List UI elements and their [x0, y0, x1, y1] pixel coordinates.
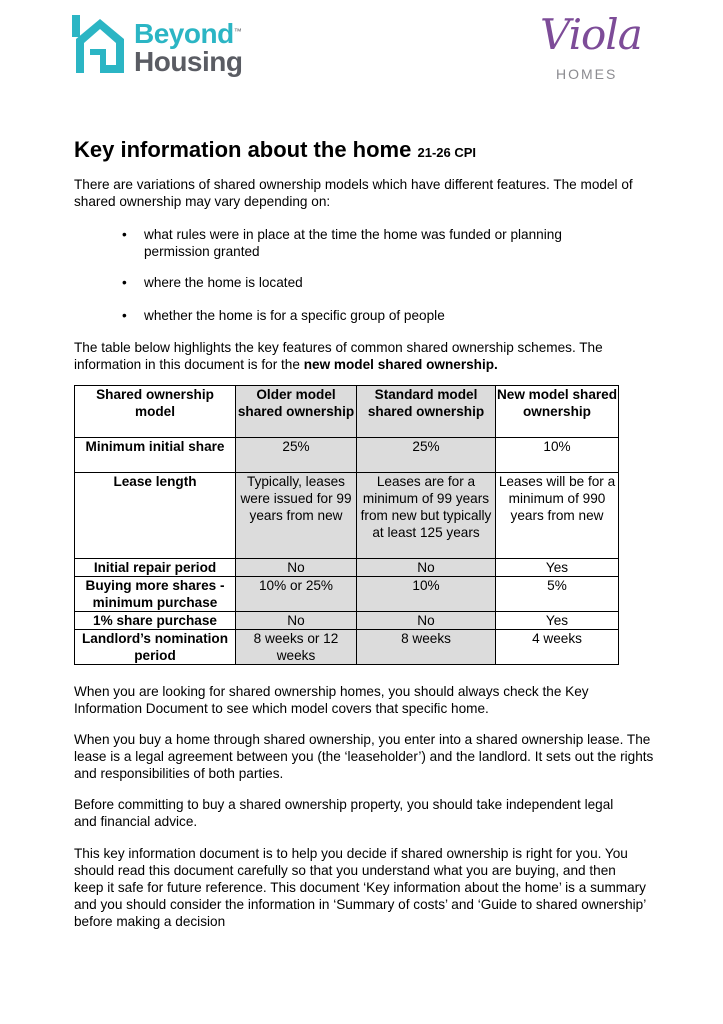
table-cell: 5% — [496, 577, 619, 612]
document-page: Beyond™ Housing Viola HOMES Key information about the home 21-26 CPI There are variations of shared ownership models which have different features. The model of shared ownership may vary depending on: • what rules were in place at the time the home was funded or planning permission granted • where the home is located • whether the home is for a specific group of people The table below highlights the key features of common shared ownership schemes. The information in this document is for the new model shared ownership. Shared ownership model Older model shared ownership Standard model shared ownership New model shared ownership Minimum initial share 25% 25% 10% Lease length Typically, leases were issued for 99 years from new Leases are for a minimum of 99 years from new but typically at least 125 years Leases will be for a minimum of 990 years from new Initial repair period No No Yes Buying more shares - minimum purchase 10% or 25% 10% 5% 1% share purchase No No Yes Landlord’s nomination period 8 weeks or 12 weeks 8 weeks 4 weeks When you are looking for shared ownership homes, you should always check the Key Information Document to see which model covers that specific home. When you buy a home through shared ownership, you enter into a shared ownership lease. The lease is a legal agreement between you (the ‘leaseholder’) and the landlord. It sets out the rights and responsibilities of both parties. Before committing to buy a shared ownership property, you should take independent legal and financial advice. This key information document is to help you decide if shared ownership is right for you. You should read this document carefully so that you understand what you are buying, and then keep it safe for future reference. This document ‘Key information about the home’ is a summary and you should consider the information in ‘Summary of costs’ and ‘Guide to shared ownership’ before making a decision — [0, 0, 723, 1024]
row-label: Buying more shares - minimum purchase — [75, 577, 236, 612]
table-row — [75, 612, 619, 630]
table-cell: No — [357, 559, 496, 577]
row-label: Minimum initial share — [75, 438, 236, 473]
table-intro-paragraph: The table below highlights the key features of common shared ownership schemes. The information in this document is for the new model shared ownership. — [74, 340, 603, 372]
table-row — [75, 577, 619, 612]
table-cell: 8 weeks or 12 weeks — [236, 630, 357, 665]
header-cell: Standard model shared ownership — [357, 386, 496, 438]
table-cell: Yes — [496, 559, 619, 577]
table-cell: Yes — [496, 612, 619, 630]
table-cell: 10% or 25% — [236, 577, 357, 612]
beyond-housing-logo — [72, 12, 247, 80]
table-cell: Leases will be for a minimum of 990 years from new — [496, 473, 619, 559]
header-cell: New model shared ownership — [496, 386, 619, 438]
table-cell: Leases are for a minimum of 99 years from new but typically at least 125 years — [357, 473, 496, 559]
lease-paragraph: When you buy a home through shared ownership, you enter into a shared ownership lease. The lease is a legal agreement between you (the ‘leaseholder’) and the landlord. It sets out the rights and responsibilities of both parties. — [74, 732, 654, 781]
table-cell: No — [357, 612, 496, 630]
table-cell: No — [236, 559, 357, 577]
table-row — [75, 630, 619, 665]
title-text: Key information about the home — [74, 137, 412, 162]
advice-paragraph: Before committing to buy a shared ownership property, you should take independent legal and financial advice. — [74, 797, 614, 829]
table-cell: 10% — [496, 438, 619, 473]
page-title — [74, 137, 476, 166]
housing-word: Housing — [134, 46, 243, 77]
summary-paragraph: This key information document is to help you decide if shared ownership is right for you. You should read this document carefully so that you understand what you are buying, and then keep it safe for future reference. This document ‘Key information about the home’ is a summary and you should consider the information in ‘Summary of costs’ and ‘Guide to shared ownership’ before making a decision — [74, 846, 646, 929]
header-cell: Shared ownership model — [75, 386, 236, 438]
table-cell: 10% — [357, 577, 496, 612]
shared-ownership-comparison-table — [74, 385, 619, 665]
house-icon — [72, 13, 128, 75]
viola-homes-text: HOMES — [556, 66, 618, 82]
title-suffix: 21-26 CPI — [417, 145, 477, 160]
table-row — [75, 438, 619, 473]
table-row — [75, 473, 619, 559]
table-cell: Typically, leases were issued for 99 years from new — [236, 473, 357, 559]
table-cell: No — [236, 612, 357, 630]
row-label: Lease length — [75, 473, 236, 559]
table-header-row — [75, 386, 619, 438]
table-row — [75, 559, 619, 577]
viola-script-text: Viola — [540, 10, 642, 59]
header-cell: Older model shared ownership — [236, 386, 357, 438]
intro-paragraph: There are variations of shared ownership models which have different features. The model of shared ownership may vary depending on: — [74, 177, 633, 209]
table-cell: 25% — [236, 438, 357, 473]
row-label: 1% share purchase — [75, 612, 236, 630]
key-info-check-paragraph: When you are looking for shared ownership homes, you should always check the Key Information Document to see which model covers that specific home. — [74, 684, 589, 716]
row-label: Landlord’s nomination period — [75, 630, 236, 665]
viola-homes-logo — [540, 10, 650, 90]
table-cell: 4 weeks — [496, 630, 619, 665]
new-model-emphasis: new model shared ownership. — [303, 357, 498, 372]
beyond-word: Beyond™ — [134, 18, 242, 49]
table-cell: 8 weeks — [357, 630, 496, 665]
row-label: Initial repair period — [75, 559, 236, 577]
table-cell: 25% — [357, 438, 496, 473]
